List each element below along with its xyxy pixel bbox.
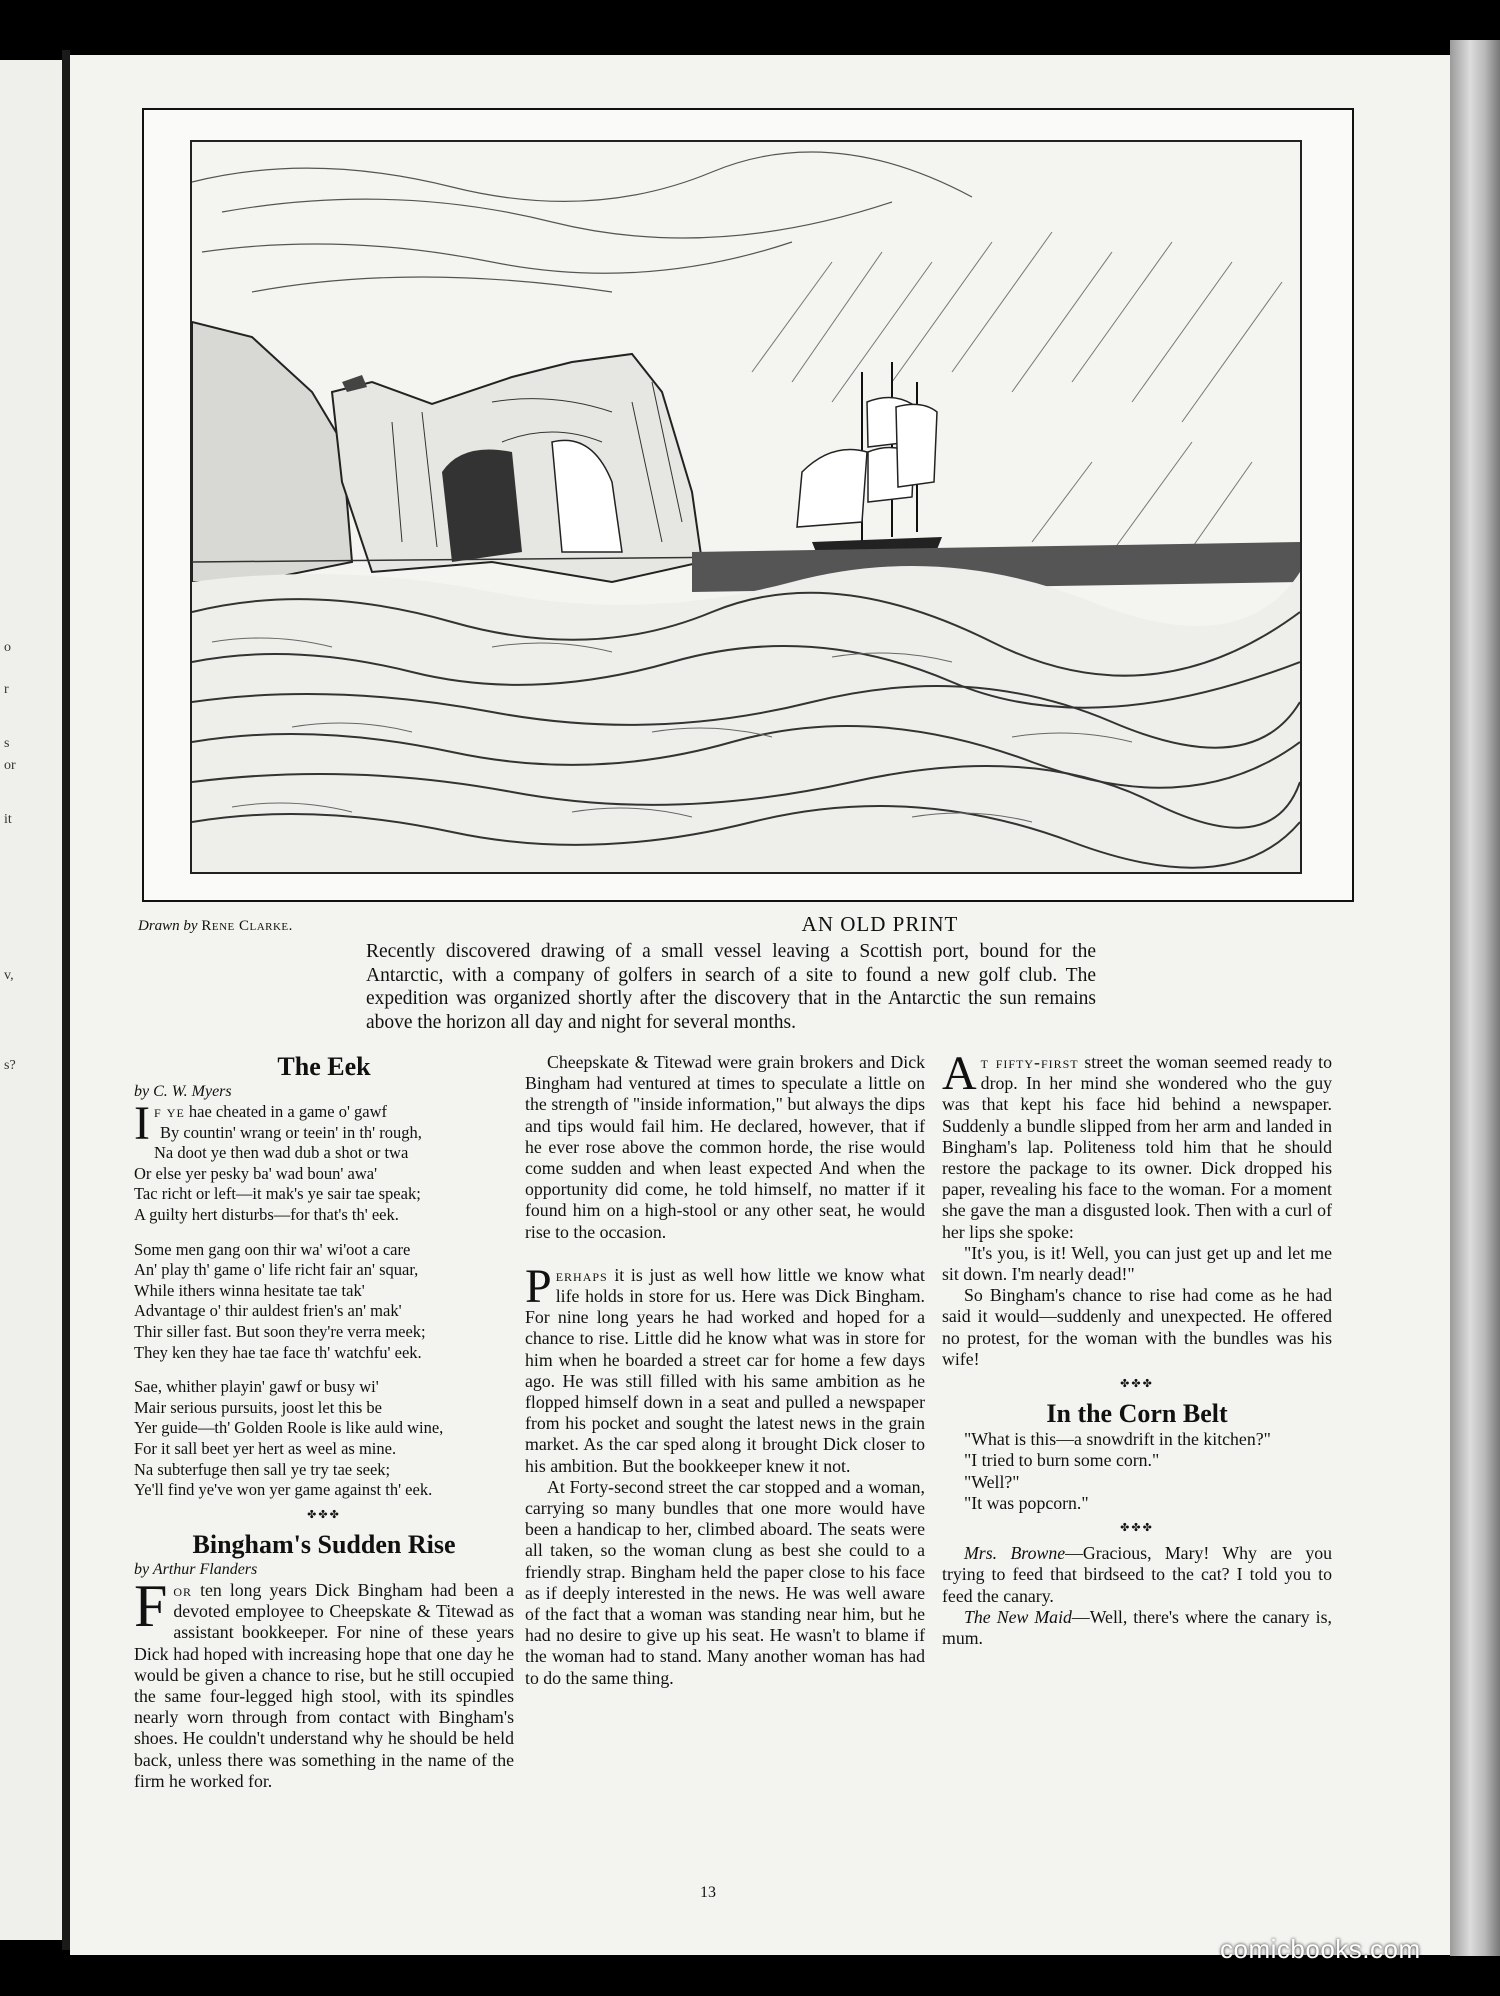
verse-line: Tac richt or left—it mak's ye sair tae speak; [134, 1184, 421, 1204]
site-watermark: comicbooks.com [1220, 1934, 1421, 1964]
left-fragment: r [4, 682, 9, 697]
bingham-paragraph: Cheepskate & Titewad were grain brokers and Dick Bingham had ventured at times to speculate a little on the strength of "inside information," but always the dips and tips would fail him. He declared, however, that if he ever rose above the common horde, the rise would come sudden and when least expected And when the opportunity did come, he told himself, no matter if it found him on a high-stool or any other seat, he would rise to the occasion. [525, 1052, 925, 1242]
illustration-drawing [192, 142, 1300, 872]
section-divider: ✤✤✤ [307, 1508, 341, 1521]
illustration-caption: Recently discovered drawing of a small vessel leaving a Scottish port, bound for the Antarctic, with a company of golfers in search of a site to found a new golf club. The expedition was organized shortly after the discovery that in the Antarctic the sun remains above the horizon all day and night for several months. [366, 941, 1096, 1033]
verse-line: For it sall beet yer hert as weel as mine. [134, 1438, 397, 1458]
corn-line: "Well?" [964, 1471, 1020, 1492]
bingham-paragraph: At fifty-first street the woman seemed ready to drop. In her mind she wondered who the guy was that kept his face hid behind a newspaper. Suddenly a bundle slipped from her arm and landed in Bingham's lap. Politeness told him that he should restore the package to its owner. Dick dropped his paper, revealing his face to the woman. For a moment she gave the man a disgusted look. Then with a curl of her lips she spoke: [942, 1047, 1332, 1242]
left-page-fragment [0, 60, 62, 1940]
verse-line: By countin' wrang or teein' in th' rough, [160, 1122, 422, 1142]
illustration-frame [142, 108, 1354, 902]
verse-line: While ithers winna hesitate tae tak' [134, 1280, 365, 1300]
ship-and-cliffs-illustration [190, 140, 1302, 874]
verse-line: Thir siller fast. But soon they're verra meek; [134, 1321, 426, 1341]
illustration-credit [138, 918, 293, 935]
column-3 [942, 1047, 1332, 1649]
column-1 [134, 1052, 514, 1792]
bingham-title: Bingham's Sudden Rise [192, 1529, 456, 1559]
verse-line: Some men gang oon thir wa' wi'oot a care [134, 1239, 411, 1259]
bingham-paragraph: "It's you, is it! Well, you can just get up and let me sit down. I'm nearly dead!" [942, 1242, 1332, 1285]
bingham-paragraph: So Bingham's chance to rise had come as he had said it would—suddenly and unexpected. He offered no protest, for the woman with the bundles was his wife! [942, 1285, 1332, 1369]
left-fragment: it [4, 812, 12, 827]
credit-artist: Rene Clarke. [201, 918, 293, 934]
page-number: 13 [700, 1884, 716, 1901]
bingham-byline: by Arthur Flanders [134, 1560, 258, 1578]
bingham-dropcap: F [134, 1572, 168, 1639]
maid-speaker: The New Maid [964, 1606, 1072, 1627]
eek-stanza-2 [134, 1240, 514, 1364]
left-fragment: s [4, 736, 10, 751]
verse-line: An' play th' game o' life richt fair an' squar, [134, 1260, 419, 1280]
print-title: AN OLD PRINT [801, 912, 959, 936]
verse-line: Na doot ye then wad dub a shot or twa [153, 1143, 409, 1163]
corn-line: "What is this—a snowdrift in the kitchen?" [964, 1429, 1271, 1450]
left-fragment: or [4, 758, 16, 773]
page-edge [1450, 40, 1500, 1956]
verse-line: Na subterfuge then sall ye try tae seek; [134, 1459, 391, 1479]
left-fragment: v, [4, 968, 14, 983]
book-spine [62, 50, 70, 1950]
verse-line: Or else yer pesky ba' wad boun' awa' [134, 1163, 378, 1183]
bingham-paragraph: Perhaps it is just as well how little we know what life holds in store for us. Here was Dick Bingham. For nine long years he had worked and hoped for a chance to rise. Little did he know what was in store for him when he boarded a street car for home a few days ago. He was still filled with his same ambition as he flopped himself down in a seat and pulled a newspaper from his pocket and sought the latest news in the grain market. As the car sped along it brought Dick closer to his ambition. But the bookkeeper knew it not. [525, 1259, 925, 1476]
verse-line: Ye'll find ye've won yer game against th' eek. [134, 1480, 433, 1500]
eek-byline: by C. W. Myers [134, 1083, 232, 1100]
column-2 [525, 1052, 925, 1689]
verse-line: They ken they hae tae face th' watchfu' eek. [134, 1342, 422, 1362]
corn-line: "I tried to burn some corn." [964, 1450, 1160, 1471]
verse-line: Yer guide—th' Golden Roole is like auld wine, [134, 1418, 444, 1438]
bingham-paragraph: At Forty-second street the car stopped and a woman, carrying so many bundles that one more would have been a handicap to her, climbed aboard. The seats were all taken, so the woman clung as best she could to a friendly strap. Bingham held the paper close to his face as if deeply interested in the news. He was well aware of the fact that a woman was standing near him, but he had no desire to give up his seat. He wasn't to blame if the woman had to stand. Many another woman has had to do the same thing. [525, 1476, 925, 1688]
verse-line: Advantage o' thir auldest frien's an' mak' [134, 1301, 402, 1321]
verse-line: Sae, whither playin' gawf or busy wi' [134, 1377, 379, 1397]
bingham-dropcap: A [942, 1047, 977, 1100]
left-fragment: s? [4, 1058, 16, 1073]
section-divider: ✤✤✤ [1120, 1522, 1154, 1535]
maid-line: Mrs. Browne—Gracious, Mary! Why are you trying to feed that birdseed to the cat? I told you to feed the canary. [942, 1543, 1332, 1606]
eek-stanza-3 [134, 1377, 514, 1501]
corn-line: "It was popcorn." [964, 1492, 1089, 1513]
eek-stanza-1 [134, 1097, 514, 1226]
credit-prefix: Drawn by [138, 918, 198, 934]
paragraph-gap [525, 1243, 925, 1265]
verse-line: Mair serious pursuits, joost let this be [134, 1397, 382, 1417]
bingham-dropcap: P [525, 1259, 552, 1313]
verse-line: If ye hae cheated in a game o' gawf [134, 1097, 388, 1150]
corn-title: In the Corn Belt [1046, 1399, 1228, 1429]
maid-speaker: Mrs. Browne [964, 1543, 1066, 1564]
eek-dropcap: I [134, 1097, 150, 1150]
bingham-paragraph: For ten long years Dick Bingham had been a devoted employee to Cheepskate & Titewad as assistant bookkeeper. For nine of these years Dick had hoped with increasing hope that one day he would be given a chance to rise, but he still occupied the same four-legged high stool, with its spindles nearly worn through from contact with Bingham's shoes. He couldn't understand why he should be held back, unless there was something in the name of the firm he worked for. [134, 1572, 514, 1791]
verse-line: A guilty hert disturbs—for that's th' eek. [134, 1204, 399, 1224]
section-divider: ✤✤✤ [1120, 1378, 1154, 1391]
maid-line: The New Maid—Well, there's where the canary is, mum. [942, 1606, 1332, 1649]
left-fragment: o [4, 640, 11, 655]
eek-title: The Eek [277, 1052, 371, 1081]
